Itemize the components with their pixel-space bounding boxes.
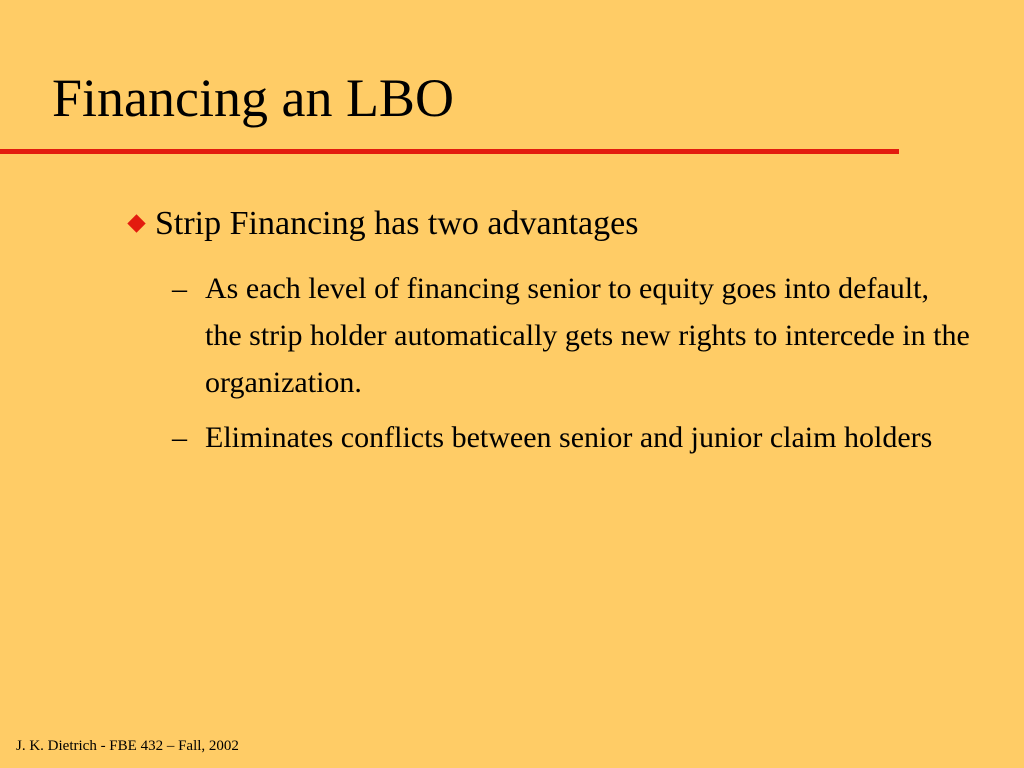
main-bullet xyxy=(124,200,638,248)
sub-bullet-list xyxy=(172,265,972,469)
dash-marker: – xyxy=(172,272,187,305)
slide-footer: J. K. Dietrich - FBE 432 – Fall, 2002 xyxy=(16,738,239,754)
main-bullet-text: Strip Financing has two advantages xyxy=(155,205,639,242)
slide-title: Financing an LBO xyxy=(52,68,454,128)
diamond-bullet-icon xyxy=(127,215,145,233)
sub-bullet-item xyxy=(172,414,972,461)
title-underline xyxy=(0,149,899,154)
sub-bullet-text: Eliminates conflicts between senior and junior claim holders xyxy=(205,421,933,454)
dash-marker: – xyxy=(172,421,187,454)
sub-bullet-text: As each level of financing senior to equity goes into default, the strip holder automatically gets new rights to intercede in the organization. xyxy=(205,272,970,399)
sub-bullet-item xyxy=(172,265,972,406)
